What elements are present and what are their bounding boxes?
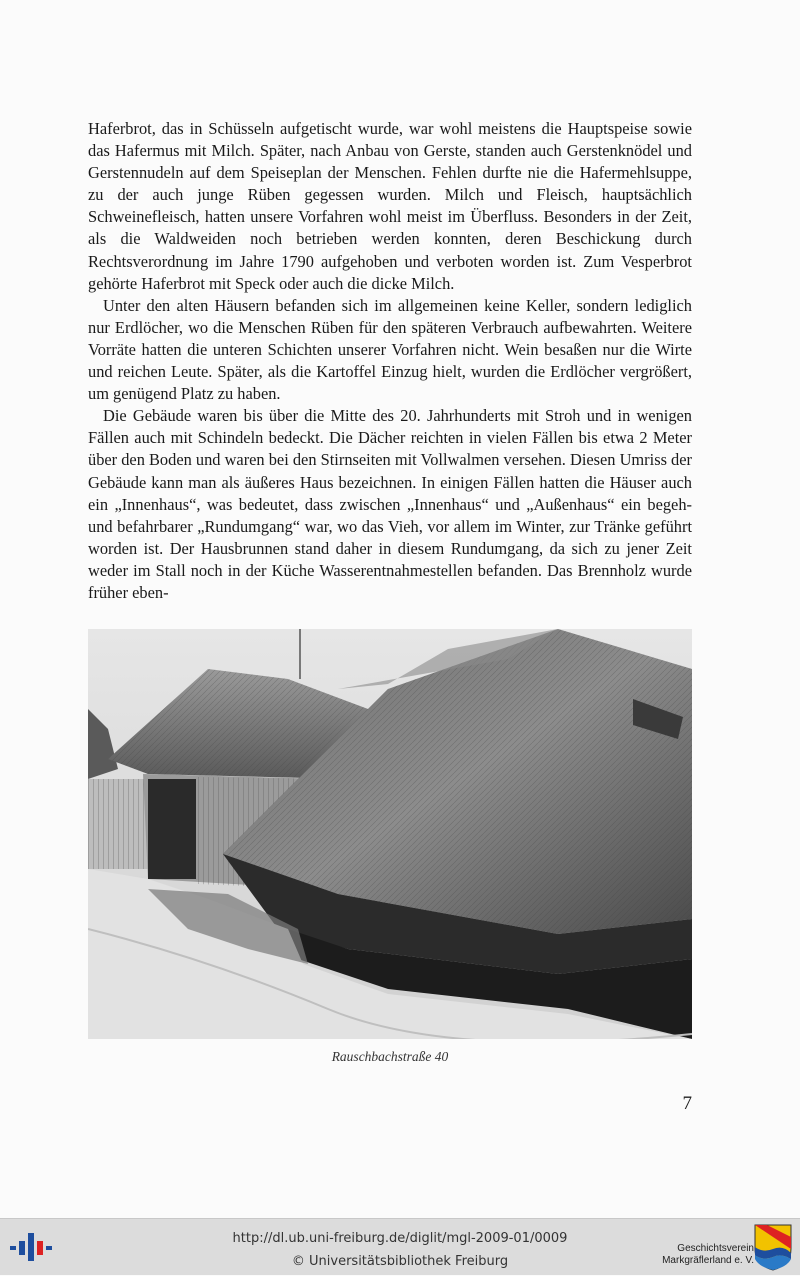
society-name xyxy=(634,1243,754,1267)
coat-of-arms-icon xyxy=(753,1223,793,1276)
farmhouse-photo xyxy=(88,629,692,1039)
copyright-text: © Universitätsbibliothek Freiburg xyxy=(291,1254,509,1269)
photo-caption: Rauschbachstraße 40 xyxy=(331,1049,449,1064)
paragraph-1: Haferbrot, das in Schüsseln aufgetischt wurde, war wohl meistens die Hauptspeise sowie das Hafermus mit Milch. Später, nach Anbau von Gerste, standen auch Gerstenknödel und Gerstennudeln auf dem Speiseplan der Menschen. Fehlen durfte nie die Hafermehlsuppe, zu der auch junge Rüben gegessen wurden. Milch und Fleisch, hauptsächlich Schweinefleisch, hatten unsere Vorfahren wohl meist im Überfluss. Besonders in der Zeit, als die Waldweiden noch betrieben werden konnten, deren Beschickung durch Rechtsverordnung im Jahre 1790 aufgehoben und verboten worden ist. Zum Vesperbrot gehörte Haferbrot mit Speck oder auch die dicke Milch. xyxy=(88,119,692,293)
page-number: 7 xyxy=(682,1093,692,1114)
society-line-1: Geschichtsverein xyxy=(677,1243,754,1254)
society-line-2: Markgräflerland e. V. xyxy=(662,1255,754,1266)
body-text xyxy=(88,118,692,604)
document-url-link[interactable]: http://dl.ub.uni-freiburg.de/diglit/mgl-2009-01/0009 xyxy=(232,1231,568,1246)
paragraph-3: Die Gebäude waren bis über die Mitte des 20. Jahrhunderts mit Stroh und in wenigen Fällen auch mit Schindeln bedeckt. Die Dächer reichten in vielen Fällen bis etwa 2 Meter über den Boden und waren bei den Stirnseiten mit Vollwalmen versehen. Diesen Umriss der Gebäude kann man als äußeres Haus bezeichnen. In einigen Fällen hatten die Häuser auch ein „Innenhaus“, was bedeutet, dass zwischen „Innenhaus“ und „Außenhaus“ ein begeh- und befahrbarer „Rundumgang“ war, wo das Vieh, vor allem im Winter, zur Tränke geführt worden ist. Der Hausbrunnen stand daher in diesem Rundumgang, da sich zu jener Zeit weder im Stall noch in der Küche Wasserentnahmestellen befanden. Das Brennholz wurde früher eben- xyxy=(88,406,692,602)
ub-freiburg-logo-icon[interactable] xyxy=(10,1229,52,1270)
paragraph-2: Unter den alten Häusern befanden sich im allgemeinen keine Keller, sondern lediglich nur Erdlöcher, wo die Menschen Rüben für den späteren Verbrauch aufbewahrten. Weitere Vorräte hatten die unteren Schichten unserer Vorfahren nicht. Wein besaßen nur die Wirte und reichen Leute. Später, als die Kartoffel Einzug hielt, wurden die Erdlöcher vergrößert, um genügend Platz zu haben. xyxy=(88,295,692,404)
footer-bar xyxy=(0,1218,800,1275)
